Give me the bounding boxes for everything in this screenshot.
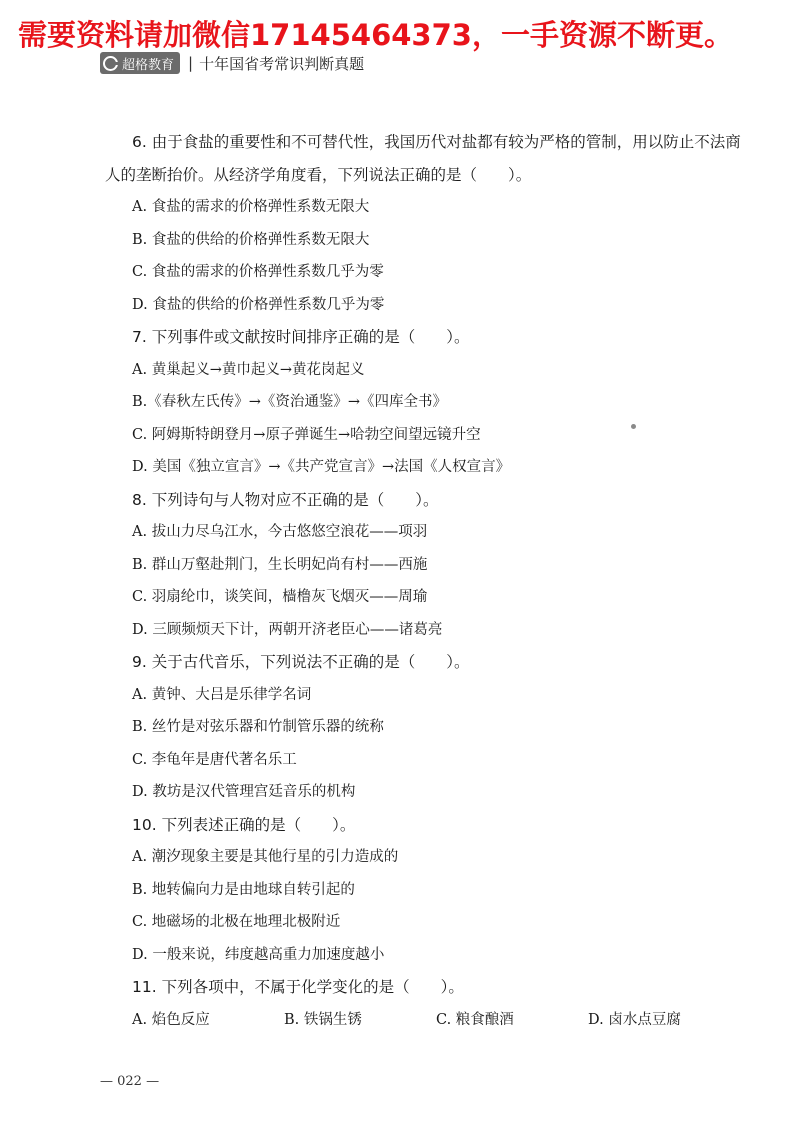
- option-c: C. 地磁场的北极在地理北极附近: [132, 914, 341, 930]
- option-d: D. 美国《独立宣言》→《共产党宣言》→法国《人权宣言》: [132, 459, 511, 475]
- option-c: C. 食盐的需求的价格弹性系数几乎为零: [132, 264, 384, 280]
- question-8: [132, 484, 764, 647]
- option-d: D. 教坊是汉代管理宫廷音乐的机构: [132, 784, 356, 800]
- option-a: A. 潮汐现象主要是其他行星的引力造成的: [132, 849, 399, 865]
- option-d: D. 卤水点豆腐: [588, 1011, 681, 1028]
- question-7: [132, 321, 764, 484]
- option-b: B. 群山万壑赴荆门，生长明妃尚有村——西施: [132, 556, 428, 573]
- option-b: B. 铁锅生锈: [284, 1011, 362, 1028]
- option-b: B. 食盐的供给的价格弹性系数无限大: [132, 231, 370, 248]
- question-9: [132, 646, 764, 809]
- option-c: C. 李龟年是唐代著名乐工: [132, 751, 297, 768]
- option-c: C. 粮食酿酒: [436, 1011, 514, 1028]
- question-6: [105, 126, 764, 321]
- question-stem: 10. 下列表述正确的是（ ）。: [132, 815, 356, 834]
- option-a: A. 焰色反应: [132, 1011, 210, 1028]
- option-b: B. 地转偏向力是由地球自转引起的: [132, 881, 355, 898]
- question-stem-continued: 人的垄断抬价。从经济学角度看，下列说法正确的是（ ）。: [105, 165, 532, 184]
- option-b: B.《春秋左氏传》→《资治通鉴》→《四库全书》: [132, 394, 448, 410]
- option-b: B. 丝竹是对弦乐器和竹制管乐器的统称: [132, 719, 384, 735]
- option-a: A. 食盐的需求的价格弹性系数无限大: [132, 199, 370, 215]
- header-separator: |: [188, 54, 194, 72]
- option-d: D. 一般来说，纬度越高重力加速度越小: [132, 946, 385, 963]
- question-stem: 11. 下列各项中，不属于化学变化的是（ ）。: [132, 978, 464, 996]
- option-c: C. 羽扇纶巾，谈笑间，樯橹灰飞烟灭——周瑜: [132, 589, 428, 605]
- question-stem: 8. 下列诗句与人物对应不正确的是（ ）。: [132, 490, 439, 509]
- question-10: [132, 809, 764, 972]
- option-a: A. 黄巢起义→黄巾起义→黄花岗起义: [132, 361, 365, 378]
- question-stem: 6. 由于食盐的重要性和不可替代性，我国历代对盐都有较为严格的管制，用以防止不法商: [132, 133, 741, 151]
- option-d: D. 三顾频烦天下计，两朝开济老臣心——诸葛亮: [132, 621, 443, 638]
- option-c: C. 阿姆斯特朗登月→原子弹诞生→哈勃空间望远镜升空: [132, 426, 481, 443]
- options-row: [132, 1004, 764, 1037]
- option-a: A. 拔山力尽乌江水，今古悠悠空浪花——项羽: [132, 524, 428, 540]
- scan-speck: [631, 424, 636, 429]
- question-stem: 9. 关于古代音乐，下列说法不正确的是（ ）。: [132, 653, 470, 671]
- page-number: — 022 —: [100, 1074, 160, 1089]
- watermark-text: 需要资料请加微信17145464373，一手资源不断更。: [18, 18, 733, 52]
- page-header: [100, 52, 364, 74]
- logo-text: 超格教育: [122, 57, 175, 73]
- question-stem: 7. 下列事件或文献按时间排序正确的是（ ）。: [132, 328, 470, 346]
- option-a: A. 黄钟、大吕是乐律学名词: [132, 686, 312, 703]
- question-list: [105, 126, 764, 1036]
- option-d: D. 食盐的供给的价格弹性系数几乎为零: [132, 296, 385, 313]
- question-11: [132, 971, 764, 1036]
- brand-logo: [100, 52, 180, 74]
- logo-icon: [103, 56, 118, 71]
- header-title: 十年国省考常识判断真题: [199, 54, 365, 73]
